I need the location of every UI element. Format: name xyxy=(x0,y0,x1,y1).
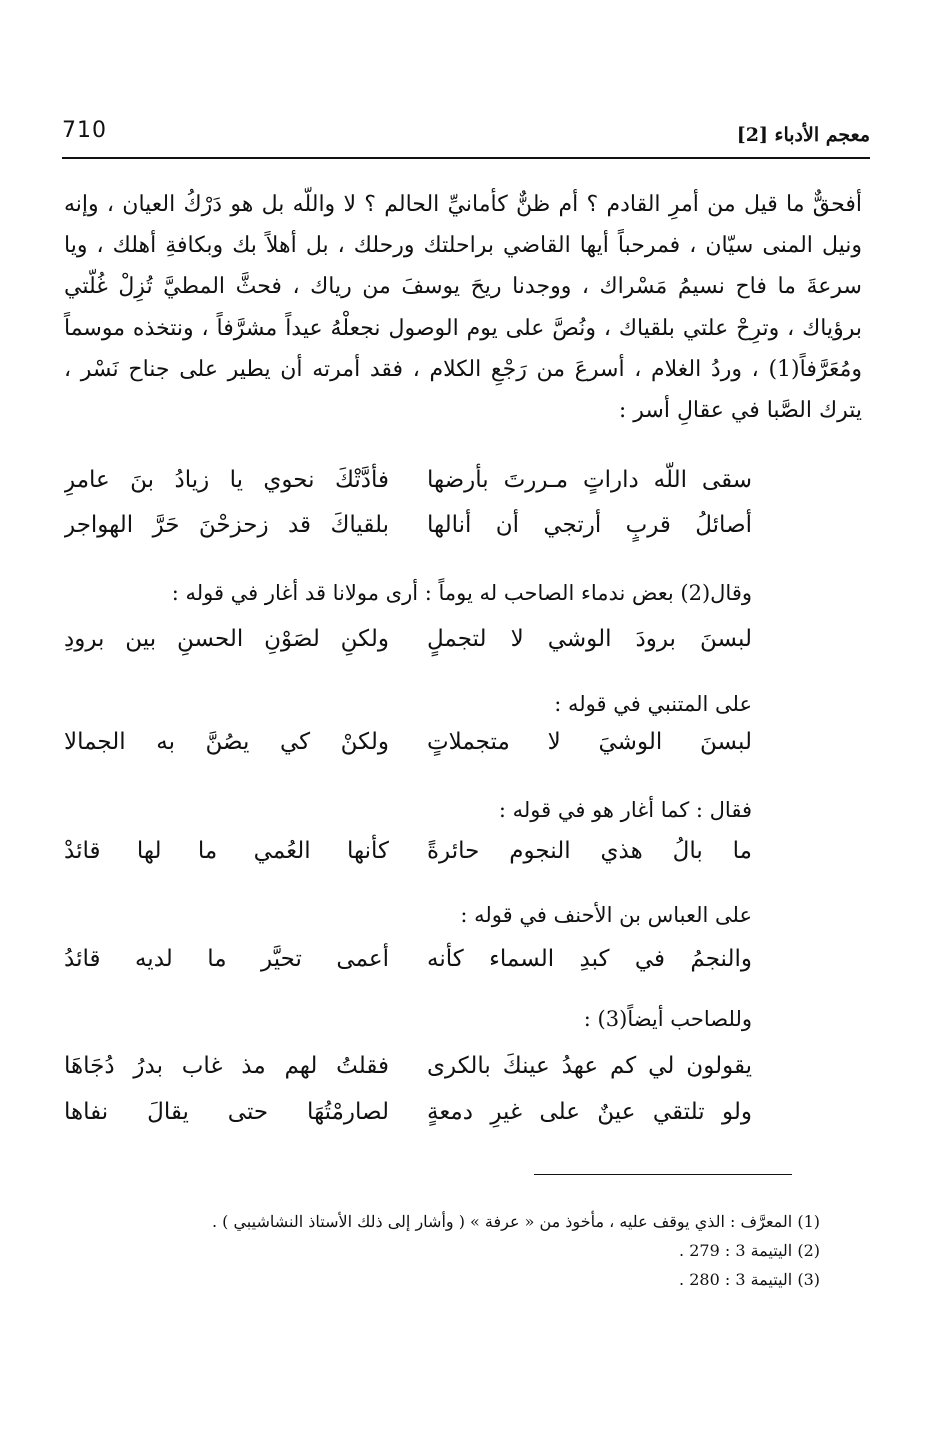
verse-line xyxy=(64,939,752,979)
verse-second-hemistich: ولكنْ كي يصُنَّ به الجمالا xyxy=(64,729,389,755)
verse-introduction: وقال(2) بعض ندماء الصاحب له يوماً : أرى مولانا قد أغار في قوله : xyxy=(171,581,752,605)
verse-line xyxy=(64,1092,752,1132)
footnote: (2) اليتيمة 3 : 279 . xyxy=(679,1241,820,1260)
verse-second-hemistich: لصارمْتُهَا حتى يقالَ نفاها xyxy=(64,1099,389,1125)
verse-line xyxy=(64,831,752,871)
verse-first-hemistich: أصائلُ قربٍ أرتجي أن أنالها xyxy=(427,512,752,538)
verse-second-hemistich: أعمى تحيَّر ما لديه قائدُ xyxy=(64,946,389,972)
footnote: (3) اليتيمة 3 : 280 . xyxy=(679,1270,820,1289)
verse-second-hemistich: كأنها العُمي ما لها قائدْ xyxy=(64,838,389,864)
verse-second-hemistich: بلقياكَ قد زحزحْنَ حَرَّ الهواجر xyxy=(64,512,389,538)
verse-line xyxy=(64,505,752,545)
verse-second-hemistich: ولكنِ لصَوْنِ الحسنِ بين برودِ xyxy=(64,626,389,652)
verse-first-hemistich: يقولون لي كم عهدُ عينكَ بالكرى xyxy=(427,1053,752,1079)
verse-second-hemistich: فأدَّتْكَ نحوي يا زيادُ بنَ عامرِ xyxy=(64,467,389,493)
verse-introduction: على العباس بن الأحنف في قوله : xyxy=(460,903,752,927)
prose-block xyxy=(64,184,862,431)
verse-line xyxy=(64,722,752,762)
footnote: (1) المعرَّف : الذي يوقف عليه ، مأخوذ من « عرفة » ( وأشار إلى ذلك الأستاذ النشاشيبي ) . xyxy=(211,1212,820,1231)
page-number: 710 xyxy=(62,118,107,143)
footnote-rule xyxy=(534,1174,792,1175)
verse-introduction: وللصاحب أيضاً(3) : xyxy=(583,1007,752,1031)
verse-introduction: فقال : كما أغار هو في قوله : xyxy=(498,798,752,822)
verse-first-hemistich: ما بالُ هذي النجوم حائرةً xyxy=(427,838,752,864)
verse-first-hemistich: لبسنَ برودَ الوشي لا لتجملٍ xyxy=(427,626,752,652)
verse-second-hemistich: فقلتُ لهم مذ غاب بدرُ دُجَاهَا xyxy=(64,1053,389,1079)
prose-paragraph: أفحقٌّ ما قيل من أمرِ القادم ؟ أم ظنٌّ كأمانيِّ الحالم ؟ لا واللّه بل هو دَرْكُ العيان ، وإنه ونيل المنى سيّان ، فمرحباً أيها القاضي براحلتك ورحلك ، بل أهلاً بك وبكافةِ أهلك ، ويا سرعةَ ما فاح نسيمُ مَسْراك ، ووجدنا ريحَ يوسفَ من رياك ، فحثَّ المطيَّ تُزِلْ غُلّتي برؤياك ، وترِحْ علتي بلقياك ، ونُصَّ على يوم الوصول نجعلْهُ عيداً مشرَّفاً ، ونتخذه موسماً ومُعَرَّفاً(1) ، وردُ الغلام ، أسرعَ من رَجْعِ الكلام ، فقد أمرته أن يطير على جناح نَسْر ، يترك الصَّبا في عقالِ أسر : xyxy=(64,192,862,424)
verse-line xyxy=(64,460,752,500)
verse-introduction: على المتنبي في قوله : xyxy=(554,692,752,716)
header-rule xyxy=(62,157,870,159)
verse-first-hemistich: لبسنَ الوشيَ لا متجملاتٍ xyxy=(427,729,752,755)
verse-first-hemistich: ولو تلتقي عينٌ على غيرِ دمعةٍ xyxy=(427,1099,752,1125)
verse-first-hemistich: سقى اللّه داراتٍ مـررتَ بأرضها xyxy=(427,467,752,493)
verse-first-hemistich: والنجمُ في كبدِ السماء كأنه xyxy=(427,946,752,972)
running-head: معجم الأدباء [2] xyxy=(736,124,870,146)
verse-line xyxy=(64,1046,752,1086)
verse-line xyxy=(64,619,752,659)
